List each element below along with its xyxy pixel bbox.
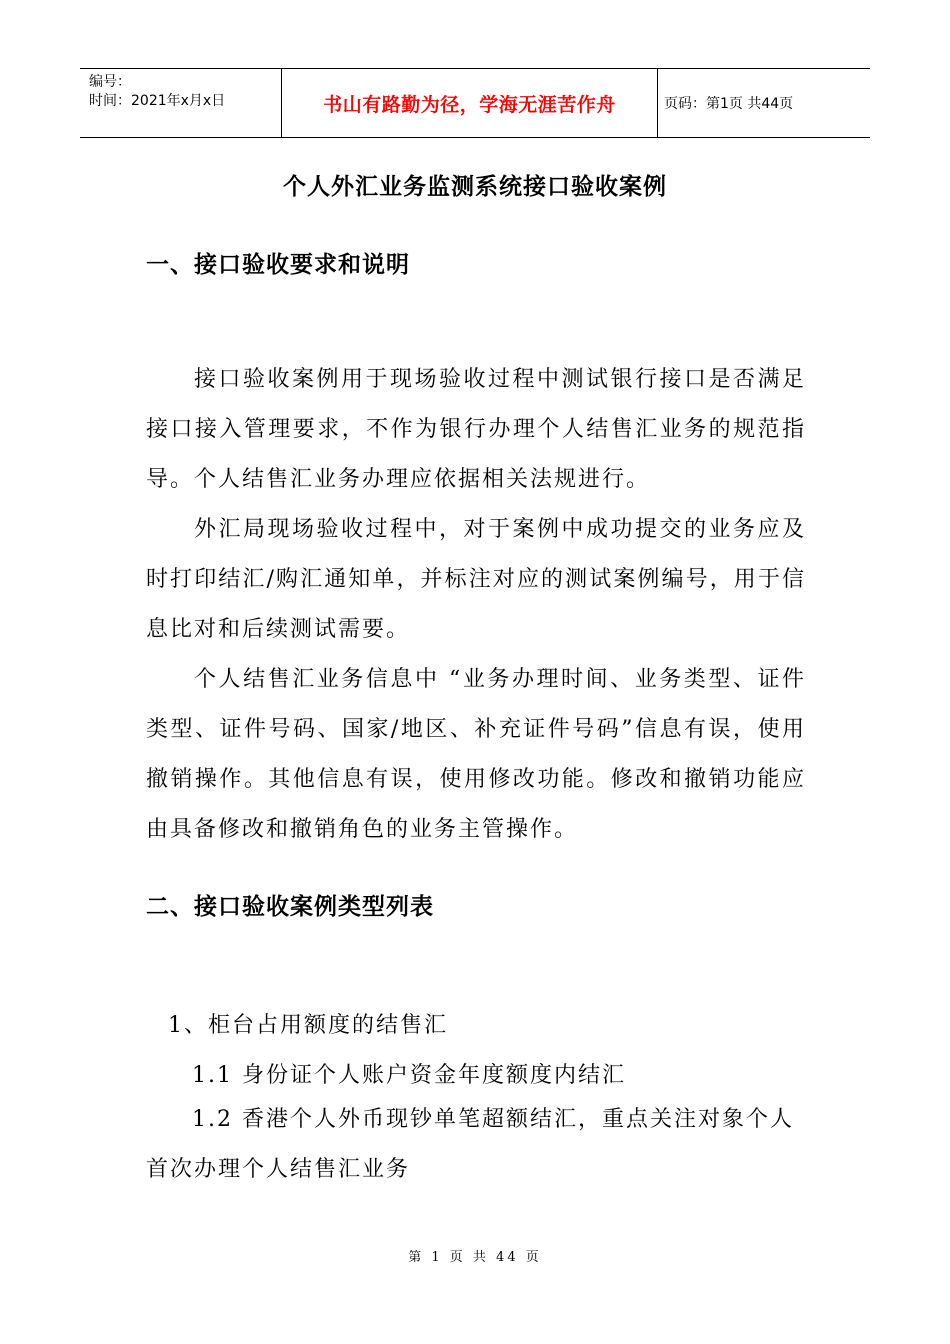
paragraph-3: 个人结售汇业务信息中 “业务办理时间、业务类型、证件类型、证件号码、国家/地区、补充证件号码”信息有误，使用撤销操作。其他信息有误，使用修改功能。修改和撤销功能应由具备修改和撤销角色的业务主管操作。 [146, 667, 806, 842]
page-header [80, 68, 870, 138]
section-heading-1: 一、接口验收要求和说明 [146, 252, 410, 278]
page-footer: 第 1 页 共 44 页 [408, 1250, 542, 1265]
page-info-text: 页码：第1页 共44页 [664, 96, 794, 112]
list-item-1: 1、柜台占用额度的结售汇 [168, 1013, 448, 1038]
list-item-1-2: 1.2 香港个人外币现钞单笔超额结汇，重点关注对象个人首次办理个人结售汇业务 [146, 1107, 794, 1182]
header-page-info [658, 69, 870, 137]
list-item-1-1: 1.1 身份证个人账户资金年度额度内结汇 [192, 1063, 626, 1088]
paragraph-1: 接口验收案例用于现场验收过程中测试银行接口是否满足接口接入管理要求，不作为银行办理个人结售汇业务的规范指导。个人结售汇业务办理应依据相关法规进行。 [146, 367, 806, 492]
section-heading-2: 二、接口验收案例类型列表 [146, 894, 434, 920]
document-title: 个人外汇业务监测系统接口验收案例 [283, 174, 667, 200]
date-text: 时间：2021年x月x日 [89, 93, 226, 109]
paragraph-2: 外汇局现场验收过程中，对于案例中成功提交的业务应及时打印结汇/购汇通知单，并标注对应的测试案例编号，用于信息比对和后续测试需要。 [146, 517, 806, 642]
motto-text: 书山有路勤为径，学海无涯苦作舟 [323, 93, 616, 116]
header-meta [80, 69, 282, 137]
serial-number-label: 编号： [89, 74, 131, 90]
header-motto-cell [282, 69, 658, 137]
